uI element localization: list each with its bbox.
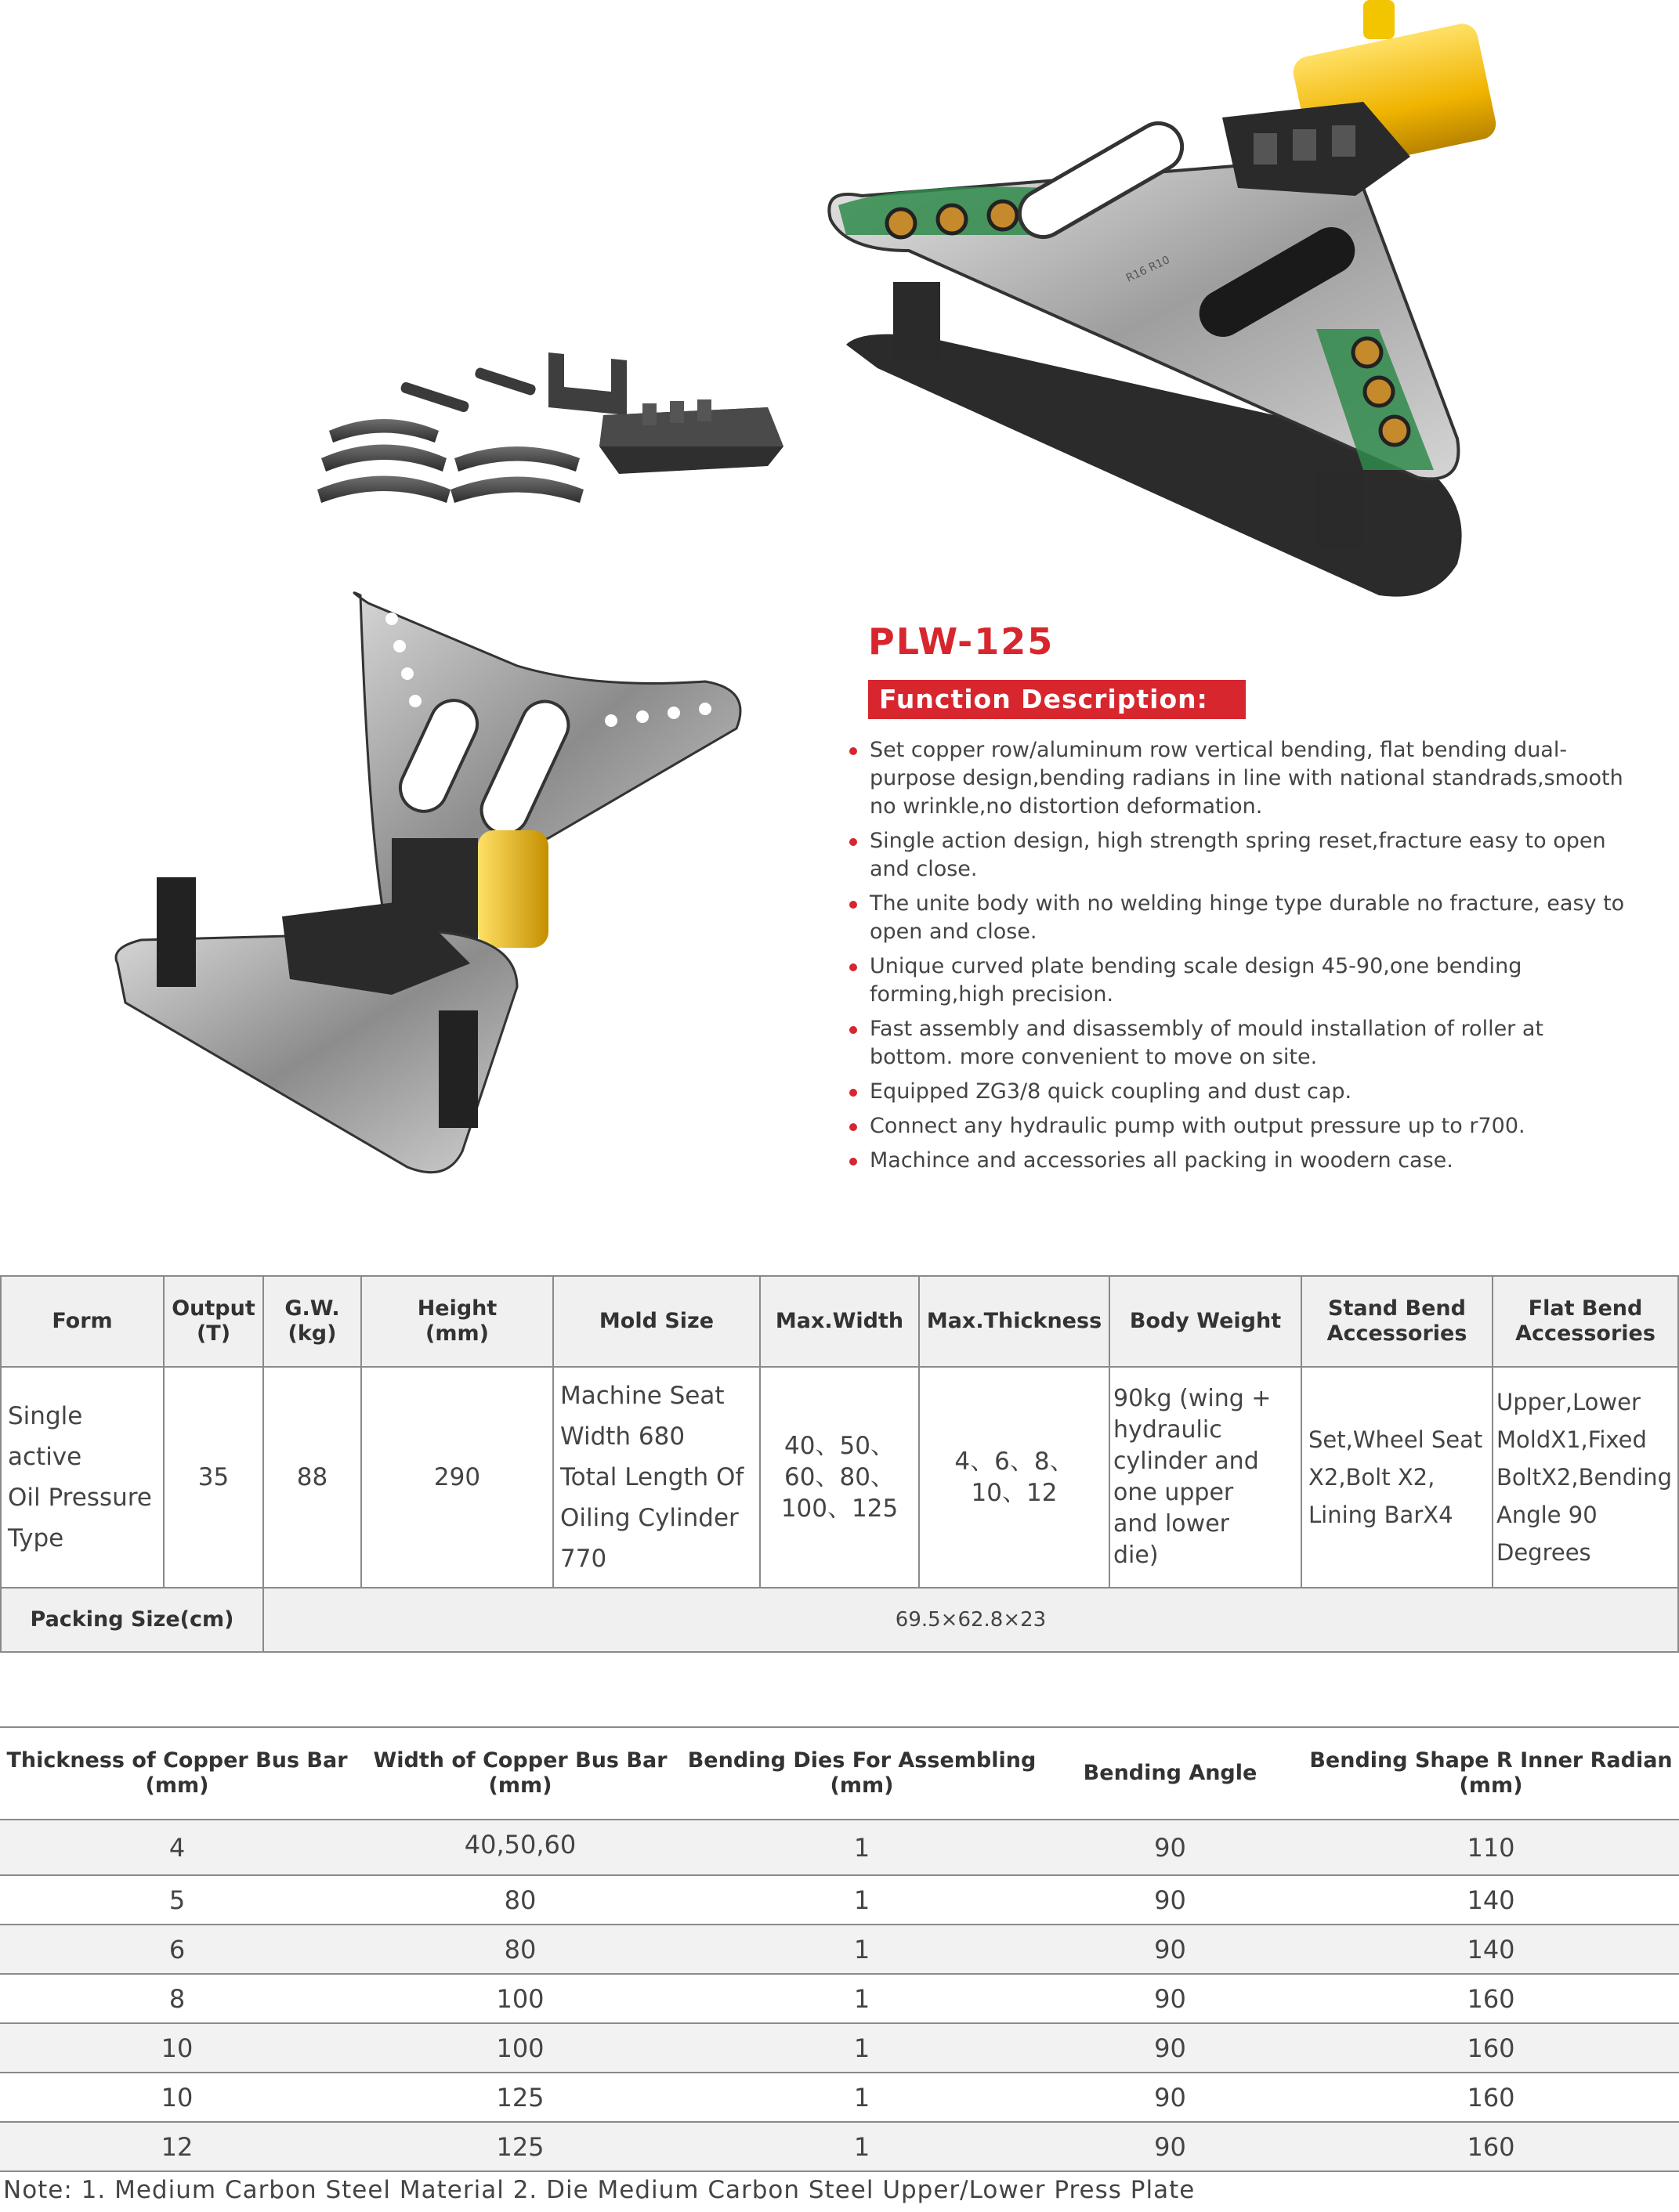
- bullet-icon: [849, 1123, 857, 1131]
- bending-cell: 1: [686, 2122, 1037, 2171]
- bending-row: [0, 1875, 1679, 1925]
- bending-cell: 80: [354, 1925, 686, 1974]
- bending-table: [0, 1726, 1679, 2172]
- bullet-icon: [849, 1026, 857, 1034]
- function-description-heading: Function Description:: [868, 680, 1246, 719]
- packing-value: 69.5×62.8×23: [263, 1588, 1678, 1652]
- bending-cell: 90: [1037, 1875, 1303, 1925]
- bullet-icon: [849, 747, 857, 755]
- spec-header: Mold Size: [553, 1276, 760, 1367]
- footnote: Note: 1. Medium Carbon Steel Material 2. Die Medium Carbon Steel Upper/Lower Press Plate: [3, 2176, 1196, 2204]
- bending-cell: 100: [354, 1974, 686, 2023]
- feature-item: Unique curved plate bending scale design 45-90,one bending forming,high precision.: [846, 952, 1630, 1009]
- bending-header: Width of Copper Bus Bar (mm): [354, 1727, 686, 1820]
- spec-cell: 40、50、 60、80、 100、125: [760, 1367, 919, 1588]
- spec-cell: 90kg (wing + hydraulic cylinder and one upper and lower die): [1109, 1367, 1301, 1588]
- bending-cell: 10: [0, 2073, 354, 2122]
- spec-cell: Single active Oil Pressure Type: [1, 1367, 164, 1588]
- bender-machine-illustration: [815, 0, 1504, 611]
- spec-table: [0, 1275, 1679, 1653]
- spec-cell: 4、6、8、 10、12: [919, 1367, 1109, 1588]
- packing-row: [1, 1588, 1678, 1652]
- model-title: PLW-125: [868, 620, 1055, 663]
- bending-cell: 90: [1037, 2023, 1303, 2073]
- bullet-icon: [849, 963, 857, 971]
- bending-cell: 140: [1303, 1925, 1679, 1974]
- bending-cell: 1: [686, 2023, 1037, 2073]
- bending-row: [0, 1925, 1679, 1974]
- bending-cell: 160: [1303, 2023, 1679, 2073]
- spec-cell: 35: [164, 1367, 263, 1588]
- bending-header: Bending Dies For Assembling (mm): [686, 1727, 1037, 1820]
- bending-cell: 90: [1037, 2122, 1303, 2171]
- spec-cell: 290: [361, 1367, 553, 1588]
- bending-cell: 8: [0, 1974, 354, 2023]
- feature-item: The unite body with no welding hinge type durable no fracture, easy to open and close.: [846, 890, 1630, 946]
- spec-header: Form: [1, 1276, 164, 1367]
- bending-cell: 90: [1037, 1925, 1303, 1974]
- bending-cell: 5: [0, 1875, 354, 1925]
- bullet-icon: [849, 1158, 857, 1166]
- bending-cell: 125: [354, 2073, 686, 2122]
- bending-cell: 12: [0, 2122, 354, 2171]
- spec-cell: Machine Seat Width 680 Total Length Of Oiling Cylinder 770: [553, 1367, 760, 1588]
- bending-cell: 90: [1037, 2073, 1303, 2122]
- spec-cell: Set,Wheel Seat X2,Bolt X2, Lining BarX4: [1301, 1367, 1493, 1588]
- bending-cell: 1: [686, 1925, 1037, 1974]
- spec-header: Height (mm): [361, 1276, 553, 1367]
- bending-cell: 140: [1303, 1875, 1679, 1925]
- feature-list: [846, 736, 1630, 1181]
- bending-cell: 125: [354, 2122, 686, 2171]
- bending-cell: 1: [686, 1875, 1037, 1925]
- die-plate-label: R16 R10: [1124, 253, 1172, 285]
- bullet-icon: [849, 1089, 857, 1097]
- spec-row: [1, 1367, 1678, 1588]
- feature-item: Equipped ZG3/8 quick coupling and dust cap.: [846, 1078, 1630, 1106]
- bending-cell: 90: [1037, 1820, 1303, 1875]
- feature-item: Fast assembly and disassembly of mould installation of roller at bottom. more convenient to move on site.: [846, 1015, 1630, 1072]
- bending-cell: 40,50,60: [354, 1820, 686, 1875]
- feature-item: Single action design, high strength spring reset,fracture easy to open and close.: [846, 827, 1630, 884]
- bending-row: [0, 2023, 1679, 2073]
- bending-cell: 110: [1303, 1820, 1679, 1875]
- bending-header: Bending Shape R Inner Radian (mm): [1303, 1727, 1679, 1820]
- bending-cell: 80: [354, 1875, 686, 1925]
- bending-cell: 160: [1303, 2122, 1679, 2171]
- bending-header: Bending Angle: [1037, 1727, 1303, 1820]
- bending-cell: 1: [686, 1820, 1037, 1875]
- bending-cell: 4: [0, 1820, 354, 1875]
- bullet-icon: [849, 838, 857, 846]
- spec-cell: Upper,Lower MoldX1,Fixed BoltX2,Bending Angle 90 Degrees: [1493, 1367, 1678, 1588]
- bending-row: [0, 1974, 1679, 2023]
- bending-cell: 6: [0, 1925, 354, 1974]
- bending-row: [0, 2122, 1679, 2171]
- bending-row: [0, 2073, 1679, 2122]
- spec-header: Flat Bend Accessories: [1493, 1276, 1678, 1367]
- bending-cell: 160: [1303, 2073, 1679, 2122]
- bender-folded-illustration: [110, 587, 760, 1183]
- feature-item: Connect any hydraulic pump with output pressure up to r700.: [846, 1112, 1630, 1140]
- bending-header-row: [0, 1727, 1679, 1820]
- bending-cell: 160: [1303, 1974, 1679, 2023]
- spec-header: Body Weight: [1109, 1276, 1301, 1367]
- bending-cell: 1: [686, 1974, 1037, 2023]
- bending-header: Thickness of Copper Bus Bar (mm): [0, 1727, 354, 1820]
- bending-cell: 1: [686, 2073, 1037, 2122]
- spec-header-row: [1, 1276, 1678, 1367]
- bending-row: [0, 1820, 1679, 1875]
- spec-header: G.W. (kg): [263, 1276, 361, 1367]
- spec-header: Max.Thickness: [919, 1276, 1109, 1367]
- feature-item: Set copper row/aluminum row vertical bending, flat bending dual-purpose design,bending radians in line with national standrads,smooth no wrinkle,no distortion deformation.: [846, 736, 1630, 821]
- packing-label: Packing Size(cm): [1, 1588, 263, 1652]
- accessories-illustration: [298, 329, 799, 517]
- bending-cell: 90: [1037, 1974, 1303, 2023]
- bullet-icon: [849, 901, 857, 909]
- feature-item: Machince and accessories all packing in woodern case.: [846, 1147, 1630, 1175]
- spec-cell: 88: [263, 1367, 361, 1588]
- spec-header: Output (T): [164, 1276, 263, 1367]
- bending-cell: 100: [354, 2023, 686, 2073]
- bending-cell: 10: [0, 2023, 354, 2073]
- spec-header: Max.Width: [760, 1276, 919, 1367]
- spec-header: Stand Bend Accessories: [1301, 1276, 1493, 1367]
